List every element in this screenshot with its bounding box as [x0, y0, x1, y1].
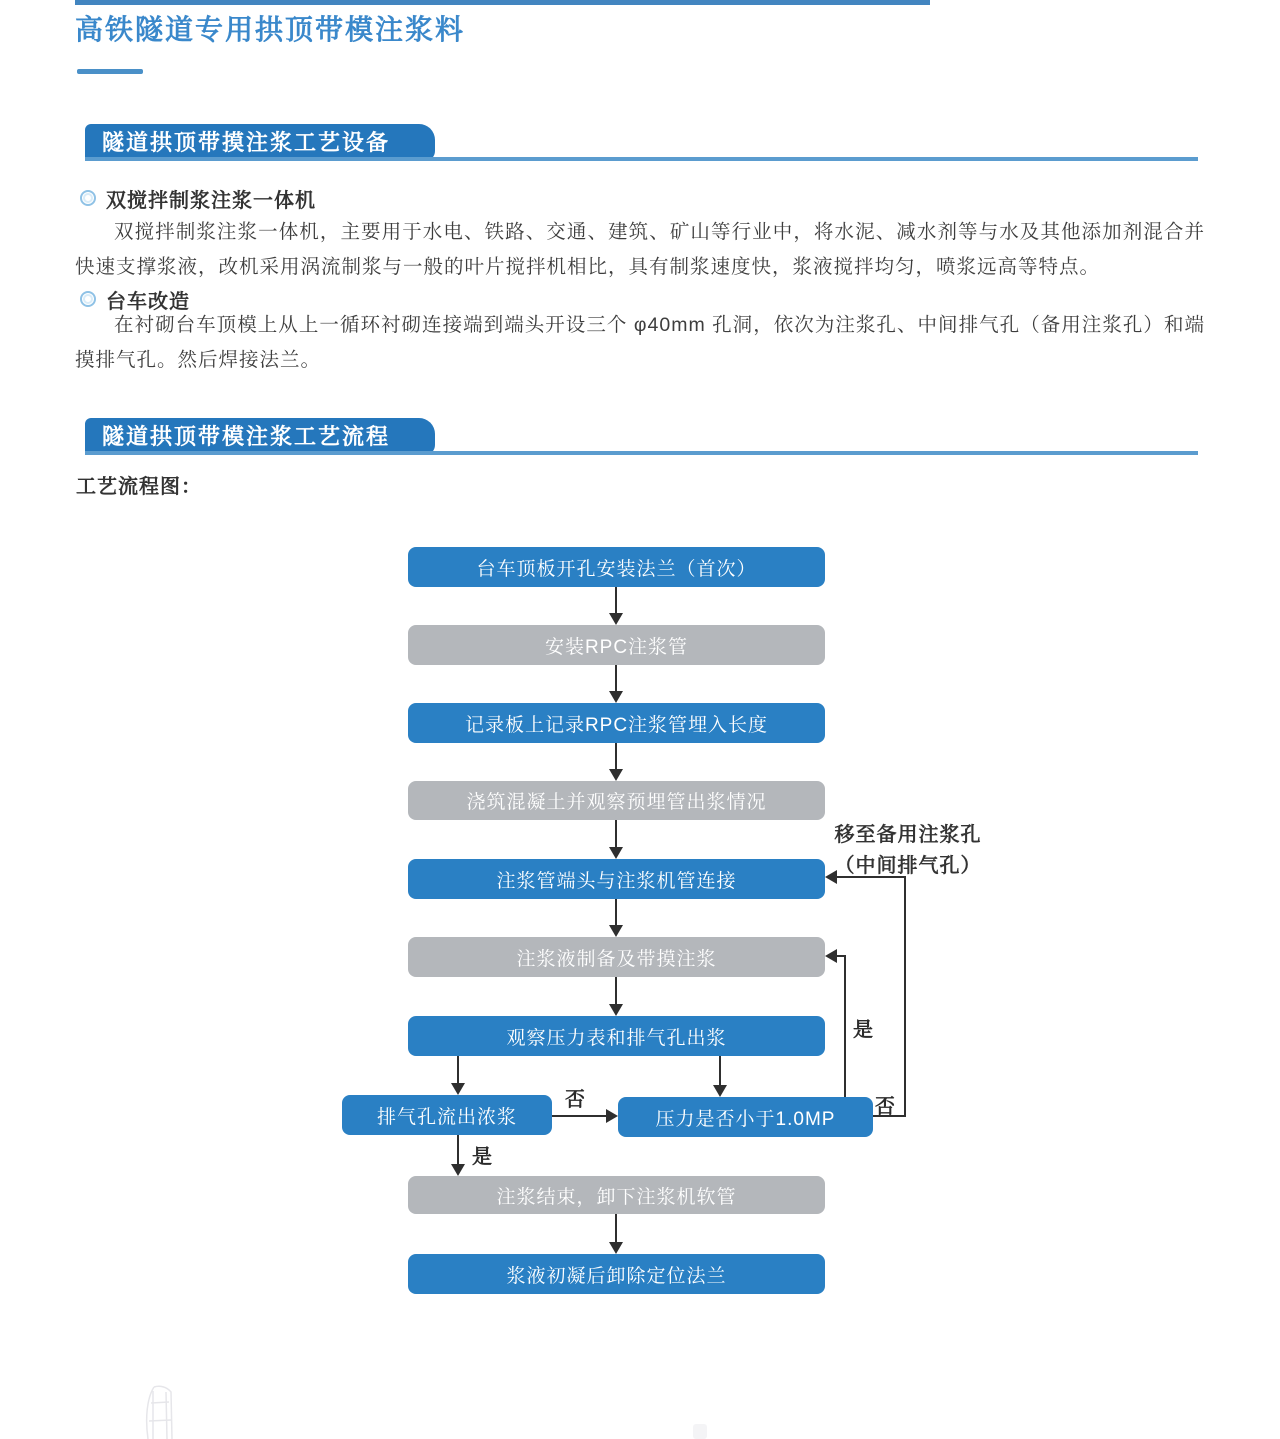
section-header-process-rule	[85, 451, 1198, 455]
flow-node-drill-install-flange: 台车顶板开孔安装法兰（首次）	[408, 547, 825, 587]
edge-label-no: 否	[875, 1096, 895, 1118]
edge-label-yes: 是	[853, 1019, 873, 1041]
building-watermark	[126, 1384, 198, 1439]
flow-node-decision-thick-grout: 排气孔流出浓浆	[342, 1095, 552, 1135]
edge-label-no: 否	[565, 1089, 585, 1111]
section-header-equipment-rule	[85, 157, 1198, 161]
flow-node-decision-pressure: 压力是否小于1.0MP	[618, 1097, 873, 1137]
flow-node-connect-grout-machine: 注浆管端头与注浆机管连接	[408, 859, 825, 899]
section-header-equipment: 隧道拱顶带摸注浆工艺设备	[85, 124, 435, 161]
double-circle-bullet-icon	[80, 190, 96, 206]
flow-node-record-embed-length: 记录板上记录RPC注浆管埋入长度	[408, 703, 825, 743]
page-title: 高铁隧道专用拱顶带模注浆料	[75, 14, 466, 45]
flow-node-grouting-end: 注浆结束，卸下注浆机软管	[408, 1176, 825, 1214]
equipment-item1-body: 双搅拌制浆注浆一体机，主要用于水电、铁路、交通、建筑、矿山等行业中，将水泥、减水剂等与水及其他添加剂混合并快速支撑浆液，改机采用涡流制浆与一般的叶片搅拌机相比，具有制浆速度快，浆液搅拌均匀，喷浆远高等特点。	[75, 221, 1205, 278]
page-smudge	[693, 1424, 707, 1439]
feedback-annotation-line1: 移至备用注浆孔	[834, 824, 982, 846]
title-underline	[77, 69, 143, 74]
flow-node-remove-flange: 浆液初凝后卸除定位法兰	[408, 1254, 825, 1294]
top-banner-strip	[75, 0, 930, 5]
equipment-item2-label: 台车改造	[106, 291, 190, 313]
double-circle-bullet-icon	[80, 291, 96, 307]
edge-label-yes: 是	[472, 1146, 492, 1168]
equipment-item1-label: 双搅拌制浆注浆一体机	[106, 190, 316, 212]
flow-diagram-caption: 工艺流程图：	[76, 476, 202, 498]
flow-node-prepare-grout: 注浆液制备及带摸注浆	[408, 937, 825, 977]
section-header-process: 隧道拱顶带模注浆工艺流程	[85, 418, 435, 455]
flow-node-install-rpc-pipe: 安装RPC注浆管	[408, 625, 825, 665]
flow-node-observe-pressure-gauge: 观察压力表和排气孔出浆	[408, 1016, 825, 1056]
equipment-item2-body: 在衬砌台车顶模上从上一循环衬砌连接端到端头开设三个 φ40mm 孔洞，依次为注浆孔、中间排气孔（备用注浆孔）和端摸排气孔。然后焊接法兰。	[75, 314, 1205, 371]
feedback-annotation-line2: （中间排气孔）	[834, 855, 982, 877]
flow-node-pour-concrete-observe: 浇筑混凝土并观察预埋管出浆情况	[408, 781, 825, 820]
